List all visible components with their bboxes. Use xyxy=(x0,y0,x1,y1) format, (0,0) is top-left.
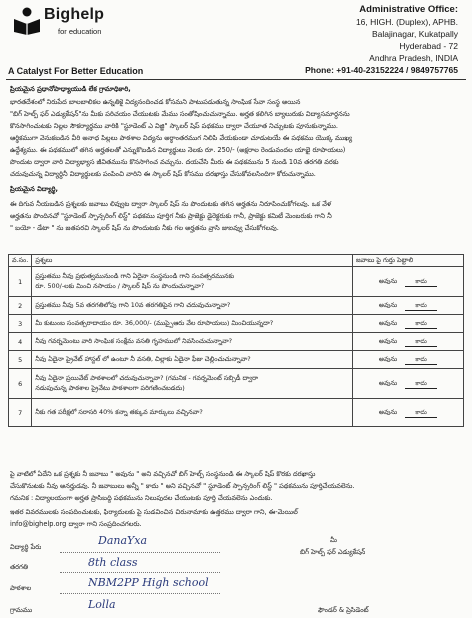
question-cell xyxy=(32,399,353,427)
question-text: నీవు ఏదైనా ప్రయివేట్ పాఠశాలలో చదువుచున్నావా? (గమనిక - గవర్నమెంట్ సబ్సిడీ ద్వారా xyxy=(35,373,259,382)
col-header-number: వ.సం. xyxy=(9,255,32,267)
village-label: గ్రామము xyxy=(10,606,33,614)
table-row xyxy=(9,297,464,315)
answer-yes[interactable]: అవును xyxy=(378,336,398,345)
table-row xyxy=(9,351,464,369)
header-divider xyxy=(6,79,466,80)
bighelp-logo-icon xyxy=(12,5,42,35)
office-line: 16, HIGH. (Duplex), APHB. xyxy=(355,17,458,27)
table-row xyxy=(9,315,464,333)
question-text: నీవు ఏదైనా ప్రైవేట్ హాస్టల్ లో ఉంటూ నీ వసతి, చిల్లాకు ఏదైనా ఫీజు చెల్లించుచున్నావా? xyxy=(35,354,251,363)
question-cell xyxy=(32,351,353,369)
table-row xyxy=(9,267,464,297)
answer-no-marked[interactable]: కాదు xyxy=(405,356,437,365)
answer-no-marked[interactable]: కాదు xyxy=(405,380,437,389)
para2-line: ఈ దిగువ నీయబడిన ప్రశ్నలకు జవాబు లివ్వుట ద్వారా స్కాలర్ షిప్ ను పొందుటకు తగిన అర్హతను నిరూపించుకోగలవు. ఒక వేళ xyxy=(10,200,332,208)
school-line xyxy=(60,593,220,595)
question-cell xyxy=(32,333,353,351)
answer-no-marked[interactable]: కాదు xyxy=(405,338,437,347)
question-cell xyxy=(32,369,353,399)
question-cell xyxy=(32,297,353,315)
question-text: నడుపుచున్న పాఠశాల ప్రైవేటు పాఠశాలగా పరిగణించబడదు) xyxy=(35,383,185,392)
answer-cell[interactable] xyxy=(353,369,464,399)
office-line: Balajinagar, Kukatpally xyxy=(371,29,458,39)
col-header-question: ప్రశ్నలు xyxy=(32,255,353,267)
salutation-student: ప్రియమైన విద్యార్థి, xyxy=(10,185,59,193)
para1-line: పొందుట ద్వారా వారి విద్యాభ్యాస జీవితమును కొనసాగించ వచ్చును. దయచేసి మీరు ఈ పథకమును 5 నుండి 10వ తరగతి వరకు xyxy=(10,158,339,166)
table-row xyxy=(9,369,464,399)
school-label: పాఠశాల xyxy=(10,584,32,592)
answer-cell[interactable] xyxy=(353,267,464,297)
village-value[interactable]: Lolla xyxy=(88,598,116,611)
answer-no-marked[interactable]: కాదు xyxy=(405,278,437,287)
answer-no-marked[interactable]: కాదు xyxy=(405,409,437,418)
answer-cell[interactable] xyxy=(353,399,464,427)
footer-line: చేసుకొనుటకు నీవు అనర్హుడవు. నీ జవాబులు అన్నీ " కాదు " అని వచ్చినచో " స్టూడెంట్ స్పాన్సరింగ్ లిస్ట్ " పథకమును పూర్తిచేయవలెను. xyxy=(10,482,355,490)
brand-subtitle: for education xyxy=(58,27,102,36)
class-label: తరగతి xyxy=(10,563,29,571)
footer-line: ఇతర వివరములకు సంపదించుటకు, ఫిర్యాదులకు పై సుడవించిన చిరునామాకు ఉత్తరము ద్వారా గాని, ఈ-మెయిల్ xyxy=(10,508,298,516)
row-number: 5 xyxy=(9,351,32,369)
question-text: మీ కుటుంబ సంవత్సరాదాయం రూ. 36,000/- (ముప్పైఆరు వేల రూపాయలు) మించియున్నదా? xyxy=(35,318,274,327)
office-address xyxy=(305,4,458,76)
answer-no-marked[interactable]: కాదు xyxy=(405,302,437,311)
para2-line: అర్హతను పొందినచో "స్టూడెంట్ స్పాన్సరింగ్ లిస్ట్" పథకము పూర్తిగ నీకు ప్రాజెక్టు డైరెక్టరుకు గానీ, ప్రాజెక్టు కమిటీ మెంబరుకు గాని నీ xyxy=(10,212,332,220)
office-title: Administrative Office: xyxy=(359,4,458,15)
para1-line: కొనసాగించుటకు నిల్లల సౌకర్యార్థము వారికి "స్టూడెంట్ ఎ విజ్జి" స్కాలర్ షిప్ పథకము ద్వారా చేయూత నిచ్చుటకు పూనుకున్నాము. xyxy=(10,122,338,130)
answer-yes[interactable]: అవును xyxy=(378,318,398,327)
answer-yes[interactable]: అవును xyxy=(378,378,398,387)
answer-no-marked[interactable]: కాదు xyxy=(405,320,437,329)
answer-cell[interactable] xyxy=(353,315,464,333)
office-line: Hyderabad - 72 xyxy=(399,41,458,51)
para2-line: " బయో - డేటా " ను జతపరచి స్కాలర్ షిప్ ను పొందుటకు నీకు గల అర్హతను వ్రాసి జుఐవ్వు చేసుకోగలవు. xyxy=(10,224,279,232)
row-number: 3 xyxy=(9,315,32,333)
answer-yes[interactable]: అవును xyxy=(378,300,398,309)
row-number: 4 xyxy=(9,333,32,351)
brand-name: Bighelp xyxy=(44,6,105,23)
class-value[interactable]: 8th class xyxy=(88,556,138,569)
closing-word: మీ xyxy=(330,536,337,544)
table-row xyxy=(9,333,464,351)
answer-cell[interactable] xyxy=(353,333,464,351)
table-row xyxy=(9,399,464,427)
student-name-line xyxy=(60,552,220,554)
para1-line: ఆర్థికముగా వెనుకబడిన వీరి అనాధ పిల్లలు పాఠశాల విద్యను అర్ధాంతరముగ నిలిపి వేయకుండా చూడుటయే ఈ పథకము యొక్క ముఖ్య xyxy=(10,134,353,142)
footer-line: గమనిక : విద్యాలయంగా అర్హత ప్రాసిబద్ది పథకమును నిలుపుదల చేయుటకు పూర్తి చేయవలెను ఎందుకు. xyxy=(10,494,273,502)
question-text: రూ. 500/-లకు మించి నసాయం / స్కాలర్ షిప్ ను పొందుచున్నావా? xyxy=(35,281,205,290)
para1-line: చదువుచున్న విద్యార్థినీ విద్యార్థులకు పంపించి వారిని ఈ స్కాలర్ షిప్ కోసము దరఖాస్తు చేసుకోవలసిందిగా కోరుచున్నాము. xyxy=(10,170,316,178)
school-value[interactable]: NBM2PP High school xyxy=(88,576,209,589)
tagline: A Catalyst For Better Education xyxy=(8,66,144,76)
para1-line: "బిగ్ హెల్ప్ ఫర్ ఎడ్యుకేషన్"ను మీకు పరిచయం చేయుటకు మేము సంతోషించుచున్నాము. అర్హత కలిగిన బ్యాలురుకు విద్యాసమార్ధనను xyxy=(10,110,350,118)
col-header-answer: జవాబు పై గుర్తు పెట్టాలి xyxy=(353,255,464,267)
question-text: ప్రస్తుతము నీవు 5వ తరగతిలోపు గాని 10వ తరగతిపైన గాని చదువుచున్నావా? xyxy=(35,300,231,309)
question-text: ప్రస్తుతము నీవు ప్రభుత్వమునుండి గాని ఏదైనా సంస్థనుండి గాని సంవత్సరమునకు xyxy=(35,271,235,280)
question-cell xyxy=(32,267,353,297)
para1-line: భారతదేశంలో నిరుపేద బాలబాలికల ఉన్నతికై విద్యనందించడ కోసమని పాటుపడుతున్న సాంఘిక సేవా సంస్థ అయిన xyxy=(10,98,301,106)
answer-cell[interactable] xyxy=(353,297,464,315)
closing-title: ఫౌండర్ & ప్రెసిడెంట్ xyxy=(318,606,369,614)
closing-organization: బిగ్ హెల్ప్ ఫర్ ఎడ్యుకేషన్ xyxy=(300,548,366,556)
answer-yes[interactable]: అవును xyxy=(378,354,398,363)
footer-line: పై వాటిలో ఏదేని ఒక ప్రశ్నకు నీ జవాబు " అవును " అని వచ్చినచో బిగ్ హెల్ప్ సంస్థనుండి ఈ స్కాలర్ షిప్ కొరకు దరఖాస్తు xyxy=(10,470,316,478)
eligibility-questionnaire-table xyxy=(8,254,464,427)
footer-contact xyxy=(10,518,142,530)
row-number: 7 xyxy=(9,399,32,427)
table-header-row xyxy=(9,255,464,267)
row-number: 6 xyxy=(9,369,32,399)
answer-yes[interactable]: అవును xyxy=(378,276,398,285)
contact-email[interactable]: info@bighelp.org xyxy=(10,520,67,528)
answer-cell[interactable] xyxy=(353,351,464,369)
contact-email-suffix: ద్వారా గాని సంప్రదించగలరు. xyxy=(68,520,142,528)
answer-yes[interactable]: అవును xyxy=(378,407,398,416)
question-cell xyxy=(32,315,353,333)
question-text: నీకు గత పరీక్షలో సరాసరి 40% కన్నా తక్కువ మార్కులు వచ్చినవా? xyxy=(35,407,203,416)
office-line: Andhra Pradesh, INDIA xyxy=(369,53,458,63)
student-name-label: విద్యార్థి పేరు xyxy=(10,543,42,551)
salutation-headmaster: ప్రియమైన ప్రధానోపాధ్యాయుడి లేక గ్రామాధికారి, xyxy=(10,85,131,93)
para1-line: ఉద్దేశ్యము. ఈ పథకములో తగిన అర్హతలతో ఎన్నుకొబడిన విద్యార్థులు నెలకు రూ. 250/- (అక్షరాల రెండువందల యాభై రూపాయలు) xyxy=(10,146,346,154)
question-text: నీవు గవర్నమెంటు వారి సాంఘిక సంక్షేమ వసతి గృహములో నివసించుచున్నావా? xyxy=(35,336,233,345)
row-number: 2 xyxy=(9,297,32,315)
office-phone: Phone: +91-40-23152224 / 9849757765 xyxy=(305,65,458,75)
student-name-value[interactable]: DanaYxa xyxy=(98,534,148,547)
row-number: 1 xyxy=(9,267,32,297)
